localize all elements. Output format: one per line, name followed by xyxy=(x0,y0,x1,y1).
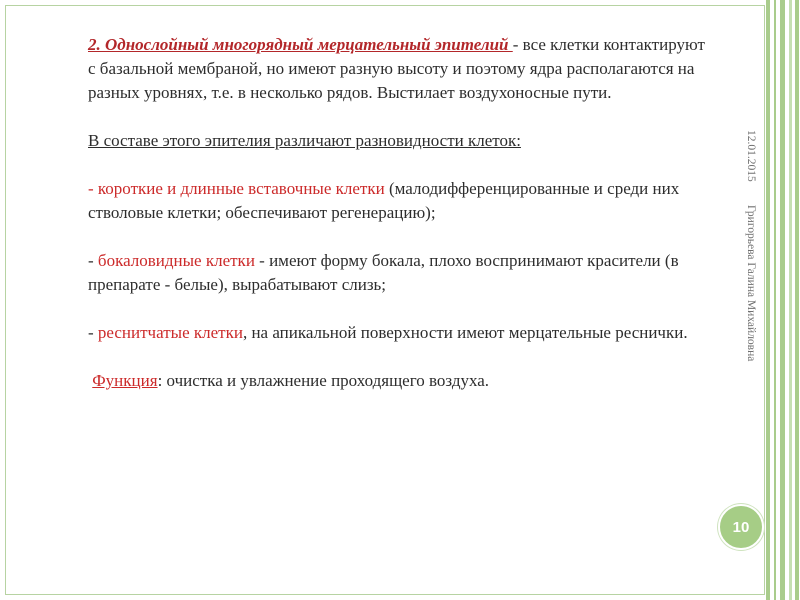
intercalated-cells-text: (малодифференцированные и среди них стволовые клетки; обеспечивают регенерацию); xyxy=(88,179,680,222)
intro-paragraph xyxy=(88,33,708,105)
list-item-goblet-cells xyxy=(88,249,708,297)
ciliated-cells-prefix: - xyxy=(88,323,98,342)
list-item-ciliated-cells xyxy=(88,321,708,345)
heading-dash: - все xyxy=(512,35,546,54)
decorative-stripe xyxy=(766,0,770,600)
types-heading-text: В составе этого эпителия различают разновидности клеток: xyxy=(88,131,521,150)
function-link[interactable]: Функция xyxy=(92,371,158,390)
decorative-stripe xyxy=(780,0,785,600)
decorative-stripe xyxy=(789,0,792,600)
goblet-cells-label: бокаловидные клетки xyxy=(97,251,255,270)
slide-heading: 2. Однослойный многорядный мерцательный эпителий xyxy=(88,35,513,54)
slide-date: 12.01.2015 xyxy=(745,130,757,182)
slide-body xyxy=(88,33,708,393)
function-line xyxy=(88,369,708,393)
decorative-stripe xyxy=(795,0,799,600)
function-text: : очистка и увлажнение проходящего воздуха. xyxy=(157,371,490,390)
slide-author: Григорьева Галина Михайловна xyxy=(745,205,757,362)
ciliated-cells-label: реснитчатые клетки xyxy=(97,323,243,342)
goblet-cells-prefix: - xyxy=(88,251,98,270)
list-item-intercalated-cells xyxy=(88,177,708,225)
page-number-badge: 10 xyxy=(718,504,764,550)
goblet-cells-text: - имеют форму бокала, плохо воспринимают красители (в препарате - белые), вырабатывают слизь; xyxy=(88,251,679,294)
intercalated-cells-label: - короткие и длинные вставочные клетки xyxy=(88,179,385,198)
decorative-stripe xyxy=(774,0,776,600)
ciliated-cells-text: , на апикальной поверхности имеют мерцательные реснички. xyxy=(242,323,688,342)
types-heading xyxy=(88,129,708,153)
intro-text: клетки контактируют с базальной мембраной, но имеют разную высоту и поэтому ядра располагаются на разных уровнях, т.е. в несколько рядов. Выстилает воздухоносные пути. xyxy=(88,35,705,102)
